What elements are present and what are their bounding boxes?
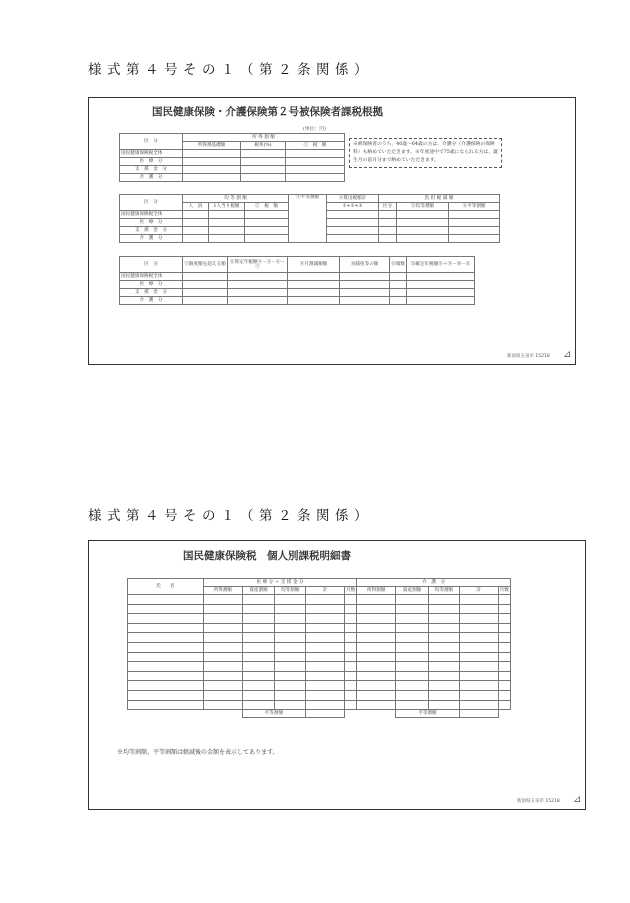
col-header: ② 税 額 xyxy=(245,203,289,211)
form2-frame xyxy=(88,540,586,810)
corner-mark-icon: ⊿ xyxy=(573,794,582,805)
care-header: 介 護 分 xyxy=(357,579,511,587)
col-header: ⑤均等割額 xyxy=(397,203,449,211)
notice-box: ※被保険者のうち、40歳～64歳の方は、介護分（介護保険の保険料）も納めていただきます。※年度途中で75歳になられる方は、誕生月の前月分まで納めていただきます。 xyxy=(349,138,502,168)
col-header: 税率(%) xyxy=(241,142,286,150)
calculated-tax-header: ④算出税額計 xyxy=(327,195,379,203)
col-header: 区分 xyxy=(379,203,397,211)
col-header: ⑪端数 xyxy=(390,257,407,273)
per-capita-table xyxy=(119,194,500,243)
col-header: ① 税 額 xyxy=(286,142,345,150)
col-header: 人 員 xyxy=(183,203,209,211)
kubun-header: 区 分 xyxy=(120,195,183,211)
row-label: 国民健康保険税全体 xyxy=(120,211,183,219)
household-levy-label-2: 平等割額 xyxy=(396,710,459,718)
col-header: ⑩減免等の額 xyxy=(340,257,390,273)
footnote: ※均等割額、平等割額は軽減後の金額を表示してあります。 xyxy=(117,749,279,756)
row-label: 支 援 金 分 xyxy=(120,227,183,235)
col-header: 所得割額 xyxy=(357,587,396,595)
col-header: ⑧算定年税額④－⑤－⑥－⑦ xyxy=(228,257,288,273)
col-header: 所得割額 xyxy=(203,587,242,595)
col-header: ⑦限度額を超える額 xyxy=(183,257,228,273)
form1-heading: 様式第４号その１（第２条関係） xyxy=(88,62,373,78)
col-header: 均等割額 xyxy=(428,587,459,595)
col-header: 計 xyxy=(306,587,345,595)
col-header: ⑨月割減額額 xyxy=(288,257,340,273)
row-label: 国民健康保険税全体 xyxy=(120,273,183,281)
household-levy-label-1: 平等割額 xyxy=(242,710,305,718)
col-header: 均等割額 xyxy=(275,587,306,595)
row-label: 支 援 金 分 xyxy=(120,289,183,297)
col-header: ①+②+③ xyxy=(327,203,379,211)
col-header: 所得割基礎額 xyxy=(183,142,241,150)
row-label: 支 援 金 分 xyxy=(120,166,183,174)
row-label: 医 療 分 xyxy=(120,219,183,227)
medical-support-header: 医 療 分 ＋ 支 援 金 分 xyxy=(203,579,357,587)
col-header: 計 xyxy=(459,587,498,595)
form1-title: 国民健康保険・介護保険第２号被保険者課税根拠 xyxy=(152,106,383,118)
col-header: ⑥平等割額 xyxy=(449,203,500,211)
per-capita-header: 均 等 割 額 xyxy=(183,195,289,203)
row-label: 介 護 分 xyxy=(120,235,183,243)
household-levy-header: ③平等割額 xyxy=(289,195,327,243)
name-header: 氏 名 xyxy=(128,579,204,595)
form2-code: 新潟県五泉市 15218 xyxy=(517,799,560,804)
form2-title: 国民健康保険税 個人別課税明細書 xyxy=(183,550,351,562)
row-label: 介 護 分 xyxy=(120,297,183,305)
final-tax-table xyxy=(119,256,475,305)
corner-mark-icon: ⊿ xyxy=(563,349,572,360)
row-label: 介 護 分 xyxy=(120,174,183,182)
col-header: 1人当り税額 xyxy=(209,203,245,211)
reduction-header: 負 担 軽 減 額 xyxy=(379,195,500,203)
form1-code: 新潟県五泉市 15218 xyxy=(507,354,550,359)
row-label: 国民健康保険税全体 xyxy=(120,150,183,158)
row-label: 医 療 分 xyxy=(120,281,183,289)
form2-heading: 様式第４号その１（第２条関係） xyxy=(88,508,373,524)
kubun-header: 区 分 xyxy=(120,134,183,150)
income-levy-table xyxy=(119,133,345,182)
col-header: 資産割額 xyxy=(396,587,429,595)
individual-rows xyxy=(128,595,511,710)
individual-tax-table xyxy=(127,578,511,718)
income-levy-header: 所 得 割 額 xyxy=(183,134,345,142)
unit-label: (単位：円) xyxy=(303,127,326,132)
col-header: 資産割額 xyxy=(242,587,275,595)
row-label: 医 療 分 xyxy=(120,158,183,166)
col-header: ⑫確定年税額⑧＋⑨－⑩－⑪ xyxy=(407,257,475,273)
col-header: 月数 xyxy=(499,588,509,593)
form1-frame xyxy=(88,97,576,365)
kubun-header: 区 分 xyxy=(120,257,183,273)
col-header: 月数 xyxy=(346,588,356,593)
